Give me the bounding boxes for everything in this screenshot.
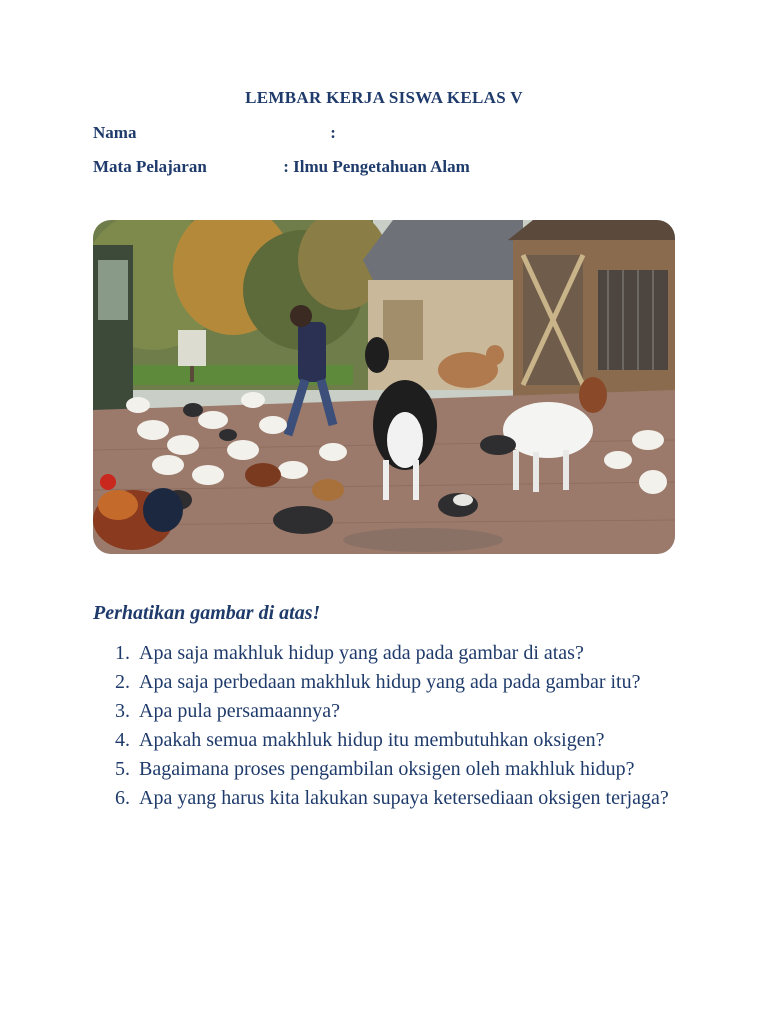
question-text: Bagaimana proses pengambilan oksigen oleh makhluk hidup? xyxy=(139,758,635,780)
question-text: Apa saja perbedaan makhluk hidup yang ada pada gambar itu? xyxy=(139,671,641,693)
question-item xyxy=(93,784,693,813)
worksheet-title: LEMBAR KERJA SISWA KELAS V xyxy=(245,88,523,107)
question-item xyxy=(93,668,693,697)
question-number: 1. xyxy=(115,642,130,664)
name-label: Nama xyxy=(93,123,137,142)
subject-label: Mata Pelajaran xyxy=(93,157,207,176)
question-item xyxy=(93,726,693,755)
instruction-text: Perhatikan gambar di atas! xyxy=(93,602,321,624)
question-number: 4. xyxy=(115,729,130,751)
question-number: 5. xyxy=(115,758,130,780)
question-number: 3. xyxy=(115,700,130,722)
question-item xyxy=(93,755,693,784)
farm-animals-photo xyxy=(93,220,675,554)
farm-animals-illustration xyxy=(93,220,675,554)
question-number: 6. xyxy=(115,787,130,809)
question-item xyxy=(93,697,693,726)
question-item xyxy=(93,639,693,668)
subject-field xyxy=(93,157,470,177)
question-number: 2. xyxy=(115,671,130,693)
subject-value: : Ilmu Pengetahuan Alam xyxy=(283,157,470,176)
question-list xyxy=(93,639,693,813)
question-text: Apa yang harus kita lakukan supaya ketersediaan oksigen terjaga? xyxy=(139,787,669,809)
name-field xyxy=(93,123,336,143)
question-text: Apa saja makhluk hidup yang ada pada gambar di atas? xyxy=(139,642,584,664)
question-text: Apakah semua makhluk hidup itu membutuhkan oksigen? xyxy=(139,729,605,751)
question-text: Apa pula persamaannya? xyxy=(139,700,341,722)
name-colon: : xyxy=(330,123,336,142)
